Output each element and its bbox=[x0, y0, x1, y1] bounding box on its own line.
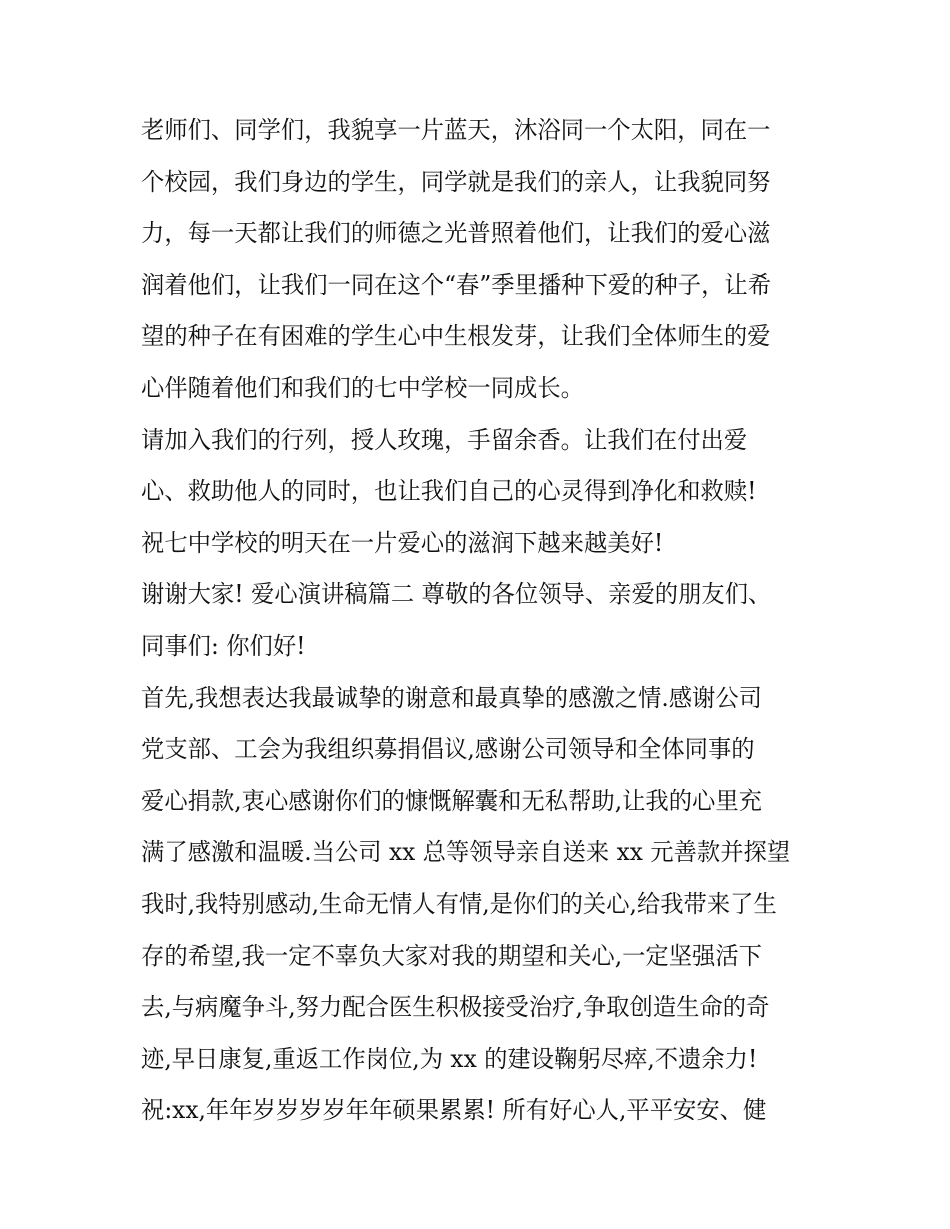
text-line: 存的希望,我一定不辜负大家对我的期望和关心,一定坚强活下 bbox=[141, 941, 763, 970]
text-line: 个校园，我们身边的学生，同学就是我们的亲人，让我貌同努 bbox=[141, 167, 771, 196]
text-line: 首先,我想表达我最诚挚的谢意和最真挚的感激之情.感谢公司 bbox=[141, 683, 763, 712]
text-line: 祝:xx,年年岁岁岁岁年年硕果累累! 所有好心人,平平安安、健 bbox=[141, 1096, 767, 1125]
text-line: 去,与病魔争斗,努力配合医生积极接受治疗,争取创造生命的奇 bbox=[141, 993, 770, 1022]
text-line: 祝七中学校的明天在一片爱心的滋润下越来越美好! bbox=[141, 528, 664, 557]
text-line: 老师们、同学们，我貌享一片蓝天，沐浴同一个太阳，同在一 bbox=[141, 116, 771, 144]
text-line: 力，每一天都让我们的师德之光普照着他们，让我们的爱心滋 bbox=[141, 219, 771, 248]
text-line: 谢谢大家! 爱心演讲稿篇二 尊敬的各位领导、亲爱的朋友们、 bbox=[141, 580, 772, 609]
text-line: 党支部、工会为我组织募捐倡议,感谢公司领导和全体同事的 bbox=[141, 735, 755, 764]
text-line: 爱心捐款,衷心感谢你们的慷慨解囊和无私帮助,让我的心里充 bbox=[141, 786, 763, 815]
text-line: 同事们: 你们好! bbox=[141, 631, 306, 660]
text-line: 望的种子在有困难的学生心中生根发芽，让我们全体师生的爱 bbox=[141, 322, 771, 351]
speech-text bbox=[141, 105, 841, 1137]
text-line: 润着他们，让我们一同在这个“春”季里播种下爱的种子，让希 bbox=[141, 270, 772, 299]
text-line: 心、救助他人的同时，也让我们自己的心灵得到净化和救赎! bbox=[141, 477, 757, 506]
text-line: 请加入我们的行列，授人玫瑰，手留余香。让我们在付出爱 bbox=[141, 425, 748, 454]
text-line: 心伴随着他们和我们的七中学校一同成长。 bbox=[141, 373, 584, 402]
text-line: 迹,早日康复,重返工作岗位,为 xx 的建设鞠躬尽瘁,不遗余力! bbox=[141, 1044, 758, 1073]
text-line: 满了感激和温暖.当公司 xx 总等领导亲自送来 xx 元善款并探望 bbox=[141, 838, 791, 867]
text-line: 我时,我特别感动,生命无情人有情,是你们的关心,给我带来了生 bbox=[141, 889, 777, 918]
